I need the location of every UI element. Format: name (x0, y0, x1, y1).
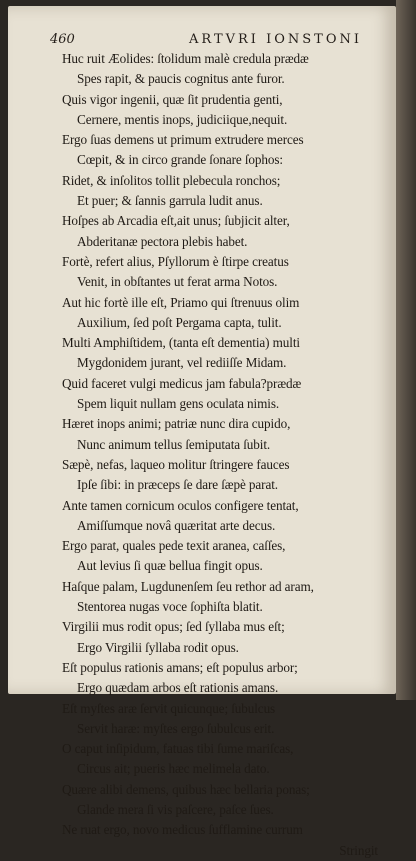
verse-line: Et puer; & ſannis garrula ludit anus. (77, 193, 263, 209)
verse-line: O caput inſipidum, fatuas tibi ſume mariſcas, (62, 741, 294, 757)
verse-line: Virgilii mus rodit opus; ſed ſyllaba mus eſt; (62, 619, 285, 635)
verse-line: Haſque palam, Lugdunenſem ſeu rethor ad aram, (62, 578, 314, 594)
verse-line: Ipſe ſibi: in præceps ſe dare ſæpè parat. (77, 477, 278, 493)
verse-line: Nunc animum tellus ſemiputata ſubit. (77, 436, 271, 452)
verse-line: Servit haræ: myſtes ergo ſubulcus erit. (77, 720, 275, 736)
verse-line: Auxilium, ſed poſt Pergama capta, tulit. (77, 314, 282, 330)
verse-line: Ergo Virgilii ſyllaba rodit opus. (77, 639, 239, 655)
verse-line: Huc ruit Æolides: ſtolidum malè credula prædæ (62, 51, 309, 66)
verse-line: Aut levius ſi quæ bellua fingit opus. (77, 558, 263, 574)
page-number: 460 (50, 32, 75, 47)
verse-line: Ergo ſuas demens ut primum extrudere merces (62, 132, 304, 148)
verse-line: Aut hic fortè ille eſt, Priamo qui ſtrenuus olim (62, 294, 300, 310)
verse-line: Hæret inops animi; patriæ nunc dira cupido, (62, 416, 291, 432)
verse-line: Multi Amphiſtidem, (tanta eſt dementia) multi (62, 335, 300, 351)
verse-line: Eſt myſtes aræ ſervit quicunque; ſubulcus (62, 700, 276, 716)
verse-line: Ridet, & inſolitos tollit plebecula ronchos; (62, 172, 281, 188)
verse-line: Fortè, refert alius, Pſyllorum è ſtirpe creatus (62, 253, 289, 269)
verse-line: Spem liquit nullam gens oculata nimis. (77, 396, 280, 412)
verse-line: Spes rapit, & paucis cognitus ante furor. (77, 71, 285, 87)
verse-line: Stentorea nugas voce ſophiſta blatit. (77, 599, 263, 615)
poem-text (62, 49, 392, 861)
verse-line: Cernere, mentis inops, judiciique,nequit. (77, 111, 288, 127)
verse-line: Ante tamen cornicum oculos configere tentat, (62, 497, 299, 513)
verse-line: Venit, in obſtantes ut ferat arma Notos. (77, 274, 278, 290)
verse-line: Abderitanæ pectora plebis habet. (77, 233, 248, 249)
catchword: Stringit (339, 842, 378, 858)
verse-line: Glande mera ſi vis paſcere, paſce ſues. (77, 801, 274, 817)
running-title: ARTVRI IONSTONI (189, 32, 362, 47)
verse-line: Ne ruat ergo, novo medicus ſufflamine currum (62, 822, 303, 838)
verse-line: Mygdonidem jurant, vel rediiſſe Midam. (77, 355, 287, 371)
book-page (8, 6, 396, 858)
verse-line: Sæpè, nefas, laqueo molitur ſtringere fauces (62, 456, 290, 472)
verse-line: Quis vigor ingenii, quæ ſit prudentia genti, (62, 91, 283, 107)
book-gutter (396, 0, 416, 700)
verse-line: Quære alibi demens, quibus hæc bellaria ponas; (62, 781, 310, 797)
verse-line: Eſt populus rationis amans; eſt populus arbor; (62, 659, 298, 675)
verse-line: Ergo parat, quales pede texit aranea, caſſes, (62, 538, 286, 554)
verse-line: Quid faceret vulgi medicus jam fabula?prædæ (62, 375, 302, 391)
verse-line: Circus ait; pueris hæc melimela dato. (77, 761, 270, 777)
verse-line: Cœpit, & in circo grande ſonare ſophos: (77, 152, 283, 168)
verse-line: Hoſpes ab Arcadia eſt,ait unus; ſubjicit alter, (62, 213, 290, 229)
running-head (50, 32, 380, 47)
verse-line: Amiſſumque novâ quæritat arte decus. (77, 517, 276, 533)
verse-line: Ergo quædam arbos eſt rationis amans. (77, 680, 279, 696)
